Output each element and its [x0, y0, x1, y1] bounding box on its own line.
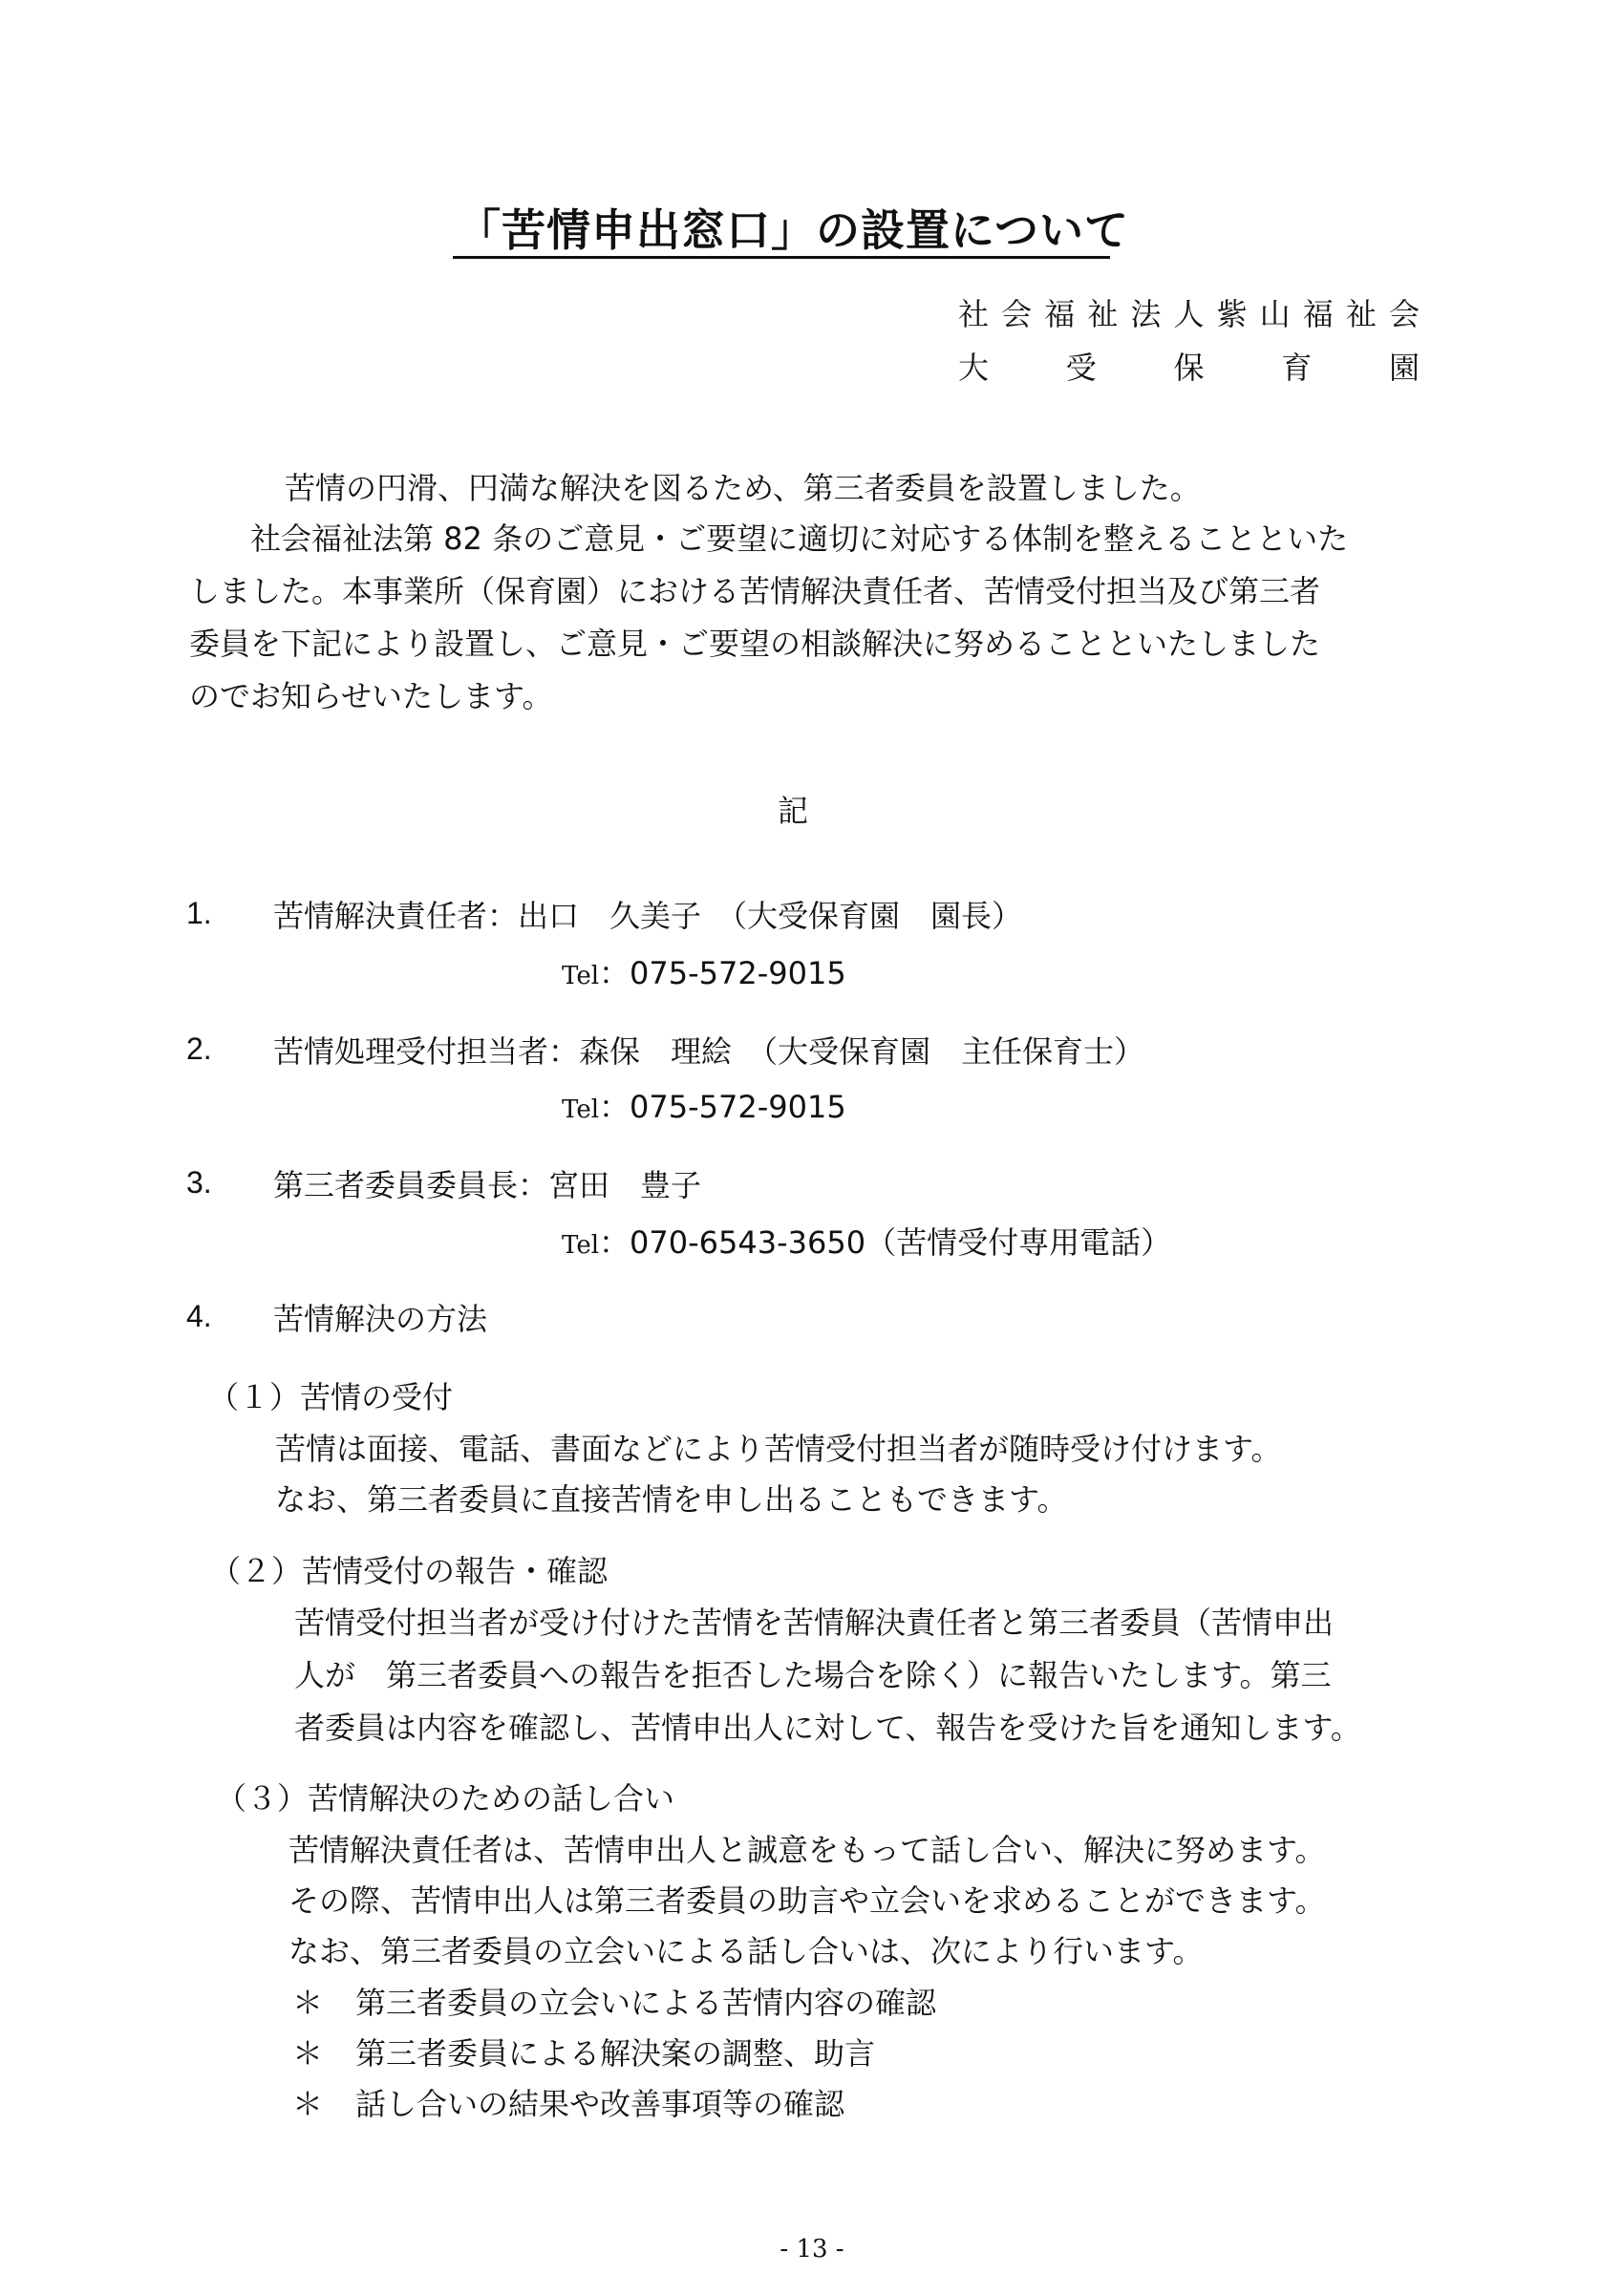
intro-line: のでお知らせいたします。 — [189, 678, 553, 714]
item-number: 4. — [186, 1299, 212, 1333]
method-line: 苦情は面接、電話、書面などにより苦情受付担当者が随時受け付けます。 — [275, 1431, 1282, 1467]
method-heading: （２）苦情受付の報告・確認 — [210, 1553, 609, 1589]
page-title: 「苦情申出窓口」の設置について — [456, 204, 1130, 256]
item-tel — [562, 1083, 846, 1127]
intro-line: 委員を下記により設置し、ご意見・ご要望の相談解決に努めることといたしました — [189, 626, 1321, 662]
item-tel — [562, 1219, 1171, 1263]
item-label: 苦情解決の方法 — [273, 1301, 488, 1337]
item-tel — [562, 949, 846, 993]
method-line: 人が 第三者委員への報告を拒否した場合を除く）に報告いたします。第三 — [294, 1657, 1332, 1693]
item-label: 苦情処理受付担当者：森保 理絵 （大受保育園 主任保育士） — [273, 1033, 1145, 1070]
intro-line: しました。本事業所（保育園）における苦情解決責任者、苦情受付担当及び第三者 — [189, 573, 1321, 609]
tel-prefix: Tel — [562, 962, 600, 990]
bullet-mark: ＊ — [292, 2086, 324, 2122]
method-line: 苦情受付担当者が受け付けた苦情を苦情解決責任者と第三者委員（苦情申出 — [294, 1605, 1335, 1641]
tel-number: ：075-572-9015 — [599, 955, 846, 991]
method-heading: （１）苦情の受付 — [208, 1379, 454, 1415]
method-line: 苦情解決責任者は、苦情申出人と誠意をもって話し合い、解決に努めます。 — [288, 1832, 1326, 1868]
page-number: - 13 - — [780, 2235, 844, 2264]
method-line: その際、苦情申出人は第三者委員の助言や立会いを求めることができます。 — [288, 1882, 1326, 1919]
intro-line: 社会福祉法第 82 条のご意見・ご要望に適切に対応する体制を整えることといた — [250, 521, 1349, 557]
bullet-text: 話し合いの結果や改善事項等の確認 — [355, 2086, 845, 2122]
organization-name: 社 会 福 祉 法 人 紫 山 福 祉 会 — [958, 296, 1420, 332]
tel-prefix: Tel — [562, 1231, 600, 1260]
item-number: 3. — [186, 1165, 212, 1200]
tel-prefix: Tel — [562, 1095, 600, 1124]
title-underline — [453, 256, 1110, 259]
bullet-mark: ＊ — [292, 2035, 324, 2072]
bullet-text: 第三者委員による解決案の調整、助言 — [355, 2035, 876, 2072]
tel-number: ：070-6543-3650（苦情受付専用電話） — [599, 1224, 1172, 1261]
method-heading: （３）苦情解決のための話し合い — [216, 1780, 675, 1817]
item-label: 苦情解決責任者：出口 久美子 （大受保育園 園長） — [273, 898, 1023, 934]
bullet-mark: ＊ — [292, 1985, 324, 2021]
intro-line: 苦情の円滑、円満な解決を図るため、第三者委員を設置しました。 — [285, 470, 1201, 506]
ki-heading: 記 — [777, 793, 808, 829]
method-line: なお、第三者委員の立会いによる話し合いは、次により行います。 — [288, 1933, 1204, 1969]
item-label: 第三者委員委員長：宮田 豊子 — [273, 1167, 702, 1203]
method-line: 者委員は内容を確認し、苦情申出人に対して、報告を受けた旨を通知します。 — [294, 1710, 1361, 1746]
facility-name: 大 受 保 育 園 — [958, 350, 1420, 386]
method-line: なお、第三者委員に直接苦情を申し出ることもできます。 — [275, 1481, 1068, 1518]
tel-number: ：075-572-9015 — [599, 1089, 846, 1125]
item-number: 1. — [186, 896, 212, 930]
item-number: 2. — [186, 1031, 212, 1066]
bullet-text: 第三者委員の立会いによる苦情内容の確認 — [355, 1985, 937, 2021]
